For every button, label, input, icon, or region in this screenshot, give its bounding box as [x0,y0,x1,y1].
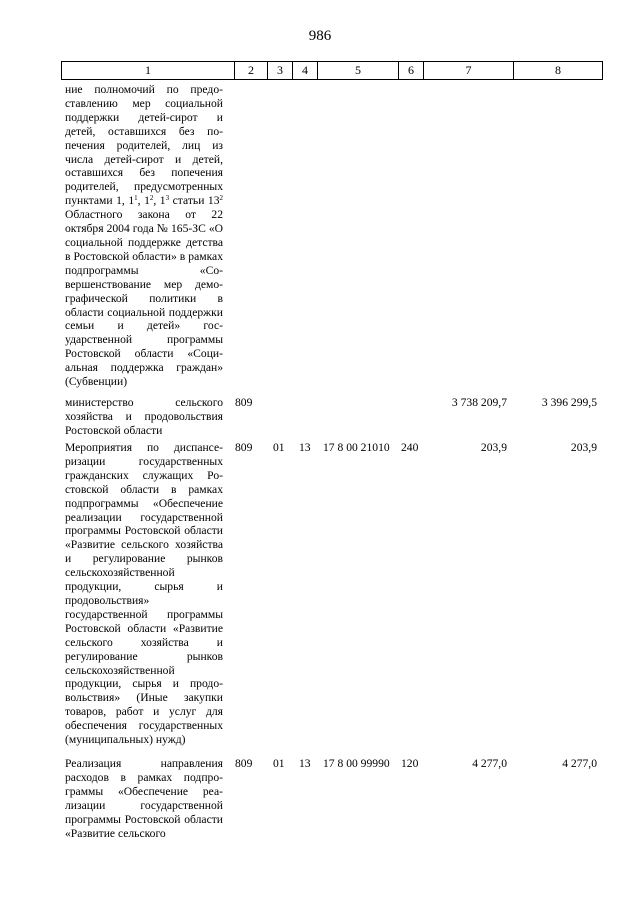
cell-target-code: 17 8 00 21010 [323,441,390,454]
cell-target-code: 17 8 00 99990 [323,757,390,770]
column-header-1: 1 [145,63,151,77]
column-header-7: 7 [423,62,513,79]
page-number: 986 [308,28,332,44]
cell-amount-year2: 203,9 [570,441,597,454]
row-description: Мероприятия по диспансеризации государственных гражданских служащих Ростовской области в рамках подпрограммы «Обеспечение реализации государственной программы Ростовской области «Развитие сельского хозяйства и регулирование рынков сельскохозяйственной продукции, сырья и продовольствия» государственной программы Ростовской области «Развитие сельского хозяйства и регулирование рынков сельскохозяйственной продукции, сырья и продовольствия» (Иные закупки товаров, работ и услуг для обеспечения государственных (муниципальных) нужд) [65,441,223,747]
cell-amount-year2: 4 277,0 [562,757,597,770]
column-header-2: 2 [234,62,267,79]
cell-section: 01 [273,441,285,454]
cell-amount-year1: 3 738 209,7 [451,396,507,409]
cell-amount-year1: 4 277,0 [472,757,507,770]
cell-expense-type: 120 [401,757,419,770]
cell-expense-type: 240 [401,441,419,454]
cell-admin-code: 809 [235,396,253,409]
column-header-6: 6 [398,62,423,79]
cell-section: 01 [273,757,285,770]
cell-amount-year1: 203,9 [480,441,507,454]
cell-subsection: 13 [299,757,311,770]
cell-admin-code: 809 [235,441,253,454]
column-header-4: 4 [292,62,317,79]
column-header-row [61,61,603,80]
column-header-8: 8 [513,62,602,79]
column-header-5: 5 [317,62,398,79]
row-description: Реализация направления расходов в рамках подпрограммы «Обеспечение реализации государственной программы Ростовской области «Развитие сельского [65,757,223,840]
row-description: министерство сельского хозяйства и продовольствия Ростовской области [65,396,223,437]
cell-subsection: 13 [299,441,311,454]
cell-amount-year2: 3 396 299,5 [541,396,597,409]
column-header-3: 3 [267,62,292,79]
cell-admin-code: 809 [235,757,253,770]
row-description: ние полномочий по предоставлению мер социальной поддержки детей-сирот и детей, оставшихся без попечения родителей, лиц из числа детей-сирот и детей, оставшихся без попечения родителей, предусмотренных пунктами 1, $1^1$, $1^2$, $1^3$ статьи $13^2$ Областного закона от 22 октября 2004 года № 165-ЗС «О социальной поддержке детства в Ростовской области» в рамках подпрограммы «Совершенствование мер демографической политики в области социальной поддержки семьи и детей» государственной программы Ростовской области «Социальная поддержка граждан» (Субвенции) [65,83,224,389]
